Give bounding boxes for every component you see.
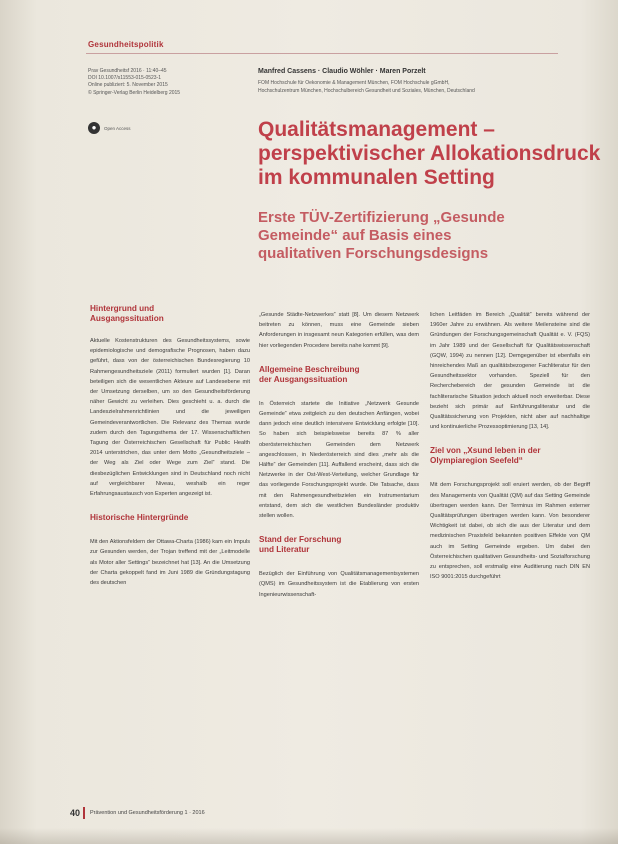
body-paragraph: „Gesunde Städte-Netzwerkes“ statt [8]. Um diesem Netzwerk beitreten zu können, muss eine Gemeinde sieben Anforderungen in insgesamt neun Kategorien erfüllen, was dem hier vorliegenden Procedere bereits nahe kommt [9]. [259, 312, 419, 349]
body-paragraph: In Österreich startete die Initiative „Netzwerk Gesunde Gemeinde“ etwa zeitgleich zu den deutschen Anfängen, wobei dann jedoch eine deutlich intensivere Entwicklung erfolgte [10]. So haben sich beispielsweise bereits 87 % aller oberösterreichischen Gemeinden dem Netzwerk angeschlossen, in Niederösterreich sind dies „mehr als die Hälfte“ der Gemeinden [11]. Auffallend erscheint, dass sich die Netzwerke in der Ost-West-Verteilung, welcher Grundlage für das vorliegende Forschungsprojekt wurde. Die Tatsache, dass mit den Rahmengesundheitszielen ein Instrumentarium entstand, dem sich die westlichen Bundesländer produktiv stellen wollen. [259, 400, 419, 520]
section-heading: Allgemeine Beschreibung der Ausgangssituation [259, 364, 360, 384]
text-column-3 [430, 310, 590, 582]
journal-citation: Prävention und Gesundheitsförderung 1 · 2016 [90, 810, 205, 816]
article-metadata [88, 68, 258, 97]
title-line: im kommunalen Setting [258, 166, 495, 189]
affiliation-line: Hochschulzentrum München, Hochschulbereich Gesundheit und Soziales, München, Deutschland [258, 87, 475, 94]
body-paragraph: Mit den Aktionsfeldern der Ottawa-Charta (1986) kam ein Impuls zur Gesunden werden, der Trojan treffend mit der „Leitmodelle als Motor aller Settings“ bezeichnet hat [13]. An die Umsetzung der Charta gekoppelt fand im Juni 1989 die Gründungstagung des deutschen [90, 539, 250, 587]
title-line: Qualitätsmanagement – [258, 118, 495, 141]
body-paragraph: Bezüglich der Einführung von Qualitätsmanagementsystemen (QMS) im Gesundheitssystem ist die Etablierung von ersten Ingenieurwissenschaft- [259, 571, 419, 598]
header-rule [86, 53, 558, 54]
title-line: perspektivischer Allokationsdruck [258, 142, 601, 165]
open-access-icon: ● [88, 122, 100, 134]
article-title [258, 118, 601, 190]
meta-line: Prav Gesundheitsf 2016 · 11:40–45 [88, 68, 167, 74]
affiliations [258, 80, 578, 95]
body-paragraph: Mit dem Forschungsprojekt soll eruiert werden, ob der Begriff des Managements von Qualität (QM) auf das Setting Gemeinde übertragen werden kann. Der Terminus im Rahmen externer Qualitätsprüfungen übertragen werden kann. Von besonderer Wichtigkeit ist dabei, ob sich die aus der Literatur und dem medizinischen Praxisfeld bekannten positiven Effekte von QM auch im Setting Gemeinde ergeben. Um dabei den Österreichischen qualitativen Gesundheits- und Sozialforschung zu entsprechen, soll erstmalig eine Auditierung nach DIN EN ISO 9001:2015 durchgeführt [430, 482, 590, 581]
meta-line: DOI 10.1007/s11553-015-0523-1 [88, 75, 162, 82]
meta-line: © Springer-Verlag Berlin Heidelberg 2015 [88, 89, 181, 96]
section-heading: Hintergrund und Ausgangssituation [90, 304, 164, 323]
section-heading: Stand der Forschung und Literatur [259, 535, 342, 555]
open-access-badge [88, 122, 131, 134]
subtitle-line: qualitativen Forschungsdesigns [258, 245, 489, 262]
body-paragraph: Aktuelle Kostenstrukturen des Gesundheitssystems, sowie epidemiologische und demografische Prognosen, haben dazu geführt, dass von der österreichischen Bundesregierung 10 Rahmengesundheitsziele (2011) formuliert wurden [1]. Daran beteiligen sich die wesentlichen Akteure auf Landesebene mit der Umsetzung derselben, um so den Gesundheitsförderung näher Gewicht zu verleihen. Dies geschieht u. a. durch die Landeszielrahmenrichtlinien und die jeweiligen Gemeindeverantwortlichen. Die Relevanz des Themas wurde zudem durch den Tagungsthema der 17. Wissenschaftlichen Tagung der Österreichischen Gesellschaft für Public Health 2014 unterstrichen, das unter dem Motto „Gesundheitsziele – der Weg als Ziel oder Wege zum Ziel“ stand. Die diesbezüglichen Entwicklungen sind in Deutschland noch nicht auf vergleichbarer Niveau, weshalb ein reger Erfahrungsaustausch von Experten angezeigt ist. [90, 338, 250, 498]
article-subtitle [258, 209, 578, 263]
affiliation-line: FOM Hochschule für Oekonomie & Management München, FOM Hochschule gGmbH, [258, 80, 450, 86]
scan-shadow [0, 828, 618, 844]
section-heading: Historische Hintergründe [90, 513, 189, 523]
text-column-1 [90, 304, 250, 588]
section-heading: Ziel von „Xsund leben in der Olympiaregion Seefeld“ [430, 446, 541, 466]
text-column-2 [259, 310, 419, 600]
open-access-label: Open Access [104, 125, 131, 131]
footer-divider [83, 807, 85, 819]
subtitle-line: Erste TÜV-Zertifizierung „Gesunde [258, 209, 505, 226]
subtitle-line: Gemeinde“ auf Basis eines [258, 227, 452, 244]
section-label: Gesundheitspolitik [88, 40, 164, 49]
author-list: Manfred Cassens · Claudio Wöhler · Maren Porzelt [258, 68, 426, 75]
body-paragraph: lichen Leitfäden im Bereich „Qualität“ bereits während der 1960er Jahre zu erwähnen. Als weitere Meilensteine sind die Gründungen der Forschungsgemeinschaft Qualität e. V. (FQS) im Jahr 1989 und der Gesellschaft für Qualitätswissenschaft (GQW, 1994) zu nennen [12]. Demgegenüber ist ebenfalls ein hinreichendes Maß an qualitätsbezogener Fachliteratur für den Gesundheitssektor vorhanden. Speziell für den Recherchebereich der gesunden Gemeinde ist die fachliterarische Situation jedoch aktuell noch erweiterbar. Diese bezieht sich primär auf Einführungsliteratur und die Qualitätssicherung von Projekten, nicht aber auf nachhaltige und kontinuierliche Prozessoptimierung [13, 14]. [430, 312, 590, 431]
page-number: 40 [70, 808, 81, 818]
meta-line: Online publiziert: 5. November 2015 [88, 82, 168, 89]
